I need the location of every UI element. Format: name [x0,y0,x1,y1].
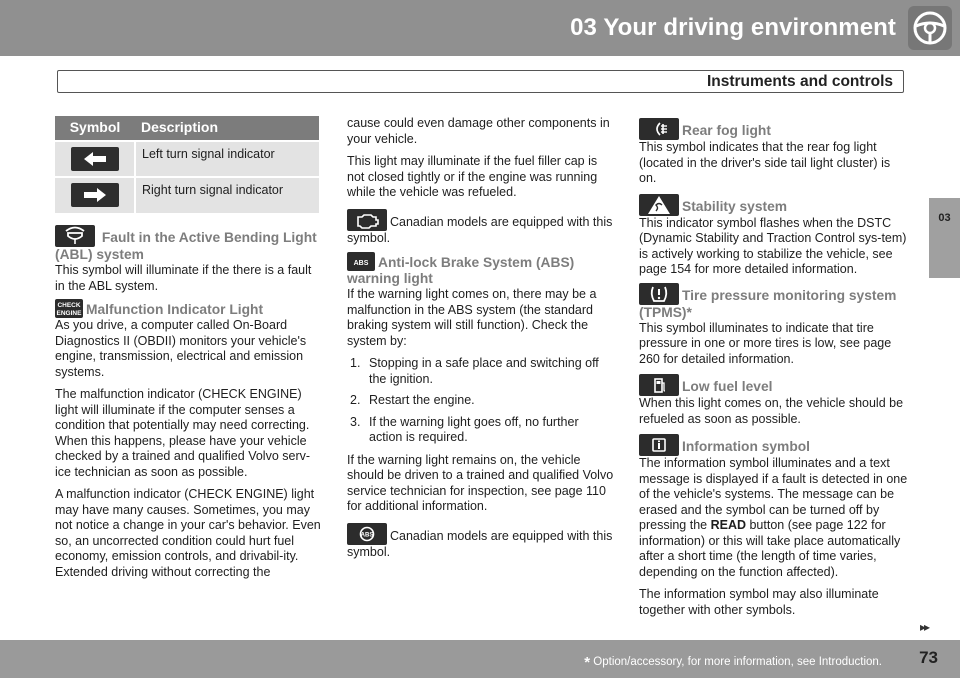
footnote: * Option/accessory, for more information, see Introduction. [584,654,882,671]
canada-note-1 [347,209,615,247]
table-header-row [55,116,319,141]
mil-paragraph-3: A malfunction indicator (CHECK ENGINE) light may have many causes. Sometimes, you may not notice a change in your car's behavior. Even so, an uncorrected condition could hurt fuel economy, emission controls, and drivabil-ity. Extended driving without correcting the [55,487,321,579]
svg-text:ENGINE: ENGINE [56,310,82,317]
fuel-cap-text: This light may illuminate if the fuel filler cap is not closed tightly or if the engine was running while the vehicle was refueled. [347,154,598,199]
brake-warning-icon [347,523,387,545]
headlight-swivel-icon [55,225,95,247]
section-title: Instruments and controls [706,73,893,90]
table-header-description: Description [135,116,319,141]
stability-system-icon [639,194,679,216]
info-text-2: The information symbol may also illuminate together with other symbols. [639,587,879,617]
abl-text: This symbol will illuminate if the there is a fault in the ABL system. [55,263,312,293]
column-1 [55,116,323,587]
abl-heading-line1: Fault in the Active Bending Light [101,230,317,245]
page-number: 73 [919,648,938,667]
continued-text: cause could even damage other components in your vehicle. [347,116,610,146]
left-turn-signal-icon [71,147,119,171]
read-button-label: READ [710,518,746,532]
column-2 [347,116,615,567]
engine-icon [347,209,387,231]
continue-arrows: ▸▸ [920,620,929,634]
tire-pressure-icon [639,283,679,305]
stability-heading [639,194,909,216]
information-icon [639,434,679,456]
list-item: 1. Stopping in a safe place and switching off the ignition. [350,356,599,386]
check-engine-icon [55,299,83,318]
abs-heading-line2: warning light [347,271,433,286]
low-fuel-heading [639,374,909,396]
table-row [55,177,319,213]
stability-heading-text: Stability system [682,198,788,214]
table-cell-description: Right turn signal indicator [135,177,319,213]
table-cell-description: Left turn signal indicator [135,141,319,177]
tpms-heading [639,283,909,321]
table-header-symbol: Symbol [55,116,135,141]
chapter-title: 03 Your driving environment [570,14,896,41]
canada-note-1-text: Canadian models are equipped with this symbol. [347,214,613,245]
tpms-heading-line2: (TPMS)* [639,304,692,320]
list-item: 3. If the warning light goes off, no further action is required. [350,414,579,444]
abs-steps-list [347,356,615,446]
svg-text:ABS: ABS [360,532,374,538]
abs-text: If the warning light comes on, there may be a malfunction in the ABS system (the standard braking system will still function). Check the system by: [347,287,597,348]
low-fuel-text: When this light comes on, the vehicle should be refueled as soon as possible. [639,396,904,426]
fuel-pump-icon [639,374,679,396]
rear-fog-heading-text: Rear fog light [682,123,771,138]
canada-note-2-text: Canadian models are equipped with this symbol. [347,528,613,559]
chapter-tab-label: 03 [938,212,951,224]
rear-fog-heading [639,118,909,140]
column-3 [639,116,909,625]
mil-heading [55,299,323,318]
symbol-table [55,116,319,213]
info-heading [639,434,909,456]
table-row [55,141,319,177]
abs-heading-line1: Anti-lock Brake System (ABS) [378,255,575,270]
mil-paragraph-1: As you drive, a computer called On-Board Diagnostics II (OBDII) monitors your vehicle's engine, transmission, electrical and emission systems. [55,318,307,379]
tpms-heading-line1: Tire pressure monitoring system [682,287,897,303]
mil-paragraph-2: The malfunction indicator (CHECK ENGINE) light will illuminate if the computer senses a condition that potentially may need correcting. When this happens, please have your vehicle checked by a trained and qualified Volvo serv-ice technician as soon as possible. [55,387,311,479]
rear-fog-light-icon [639,118,679,140]
steering-wheel-icon [908,6,952,50]
chapter-tab [929,198,960,278]
stability-text: This indicator symbol flashes when the DSTC (Dynamic Stability and Traction Control sys-tem) is actively working to stabilize the vehicle, see page 154 for more detailed information. [639,215,907,276]
footer-bar [0,640,960,678]
abl-heading [55,225,323,263]
abs-heading [347,252,615,287]
abl-heading-line2: (ABL) system [55,247,144,262]
header-bar [0,0,960,56]
svg-text:CHECK: CHECK [57,302,81,309]
abs-icon [347,252,375,271]
section-header [57,70,904,93]
svg-text:ABS: ABS [353,260,369,267]
canada-note-2 [347,523,615,561]
mil-heading-text: Malfunction Indicator Light [86,302,264,317]
rear-fog-text: This symbol indicates that the rear fog light (located in the driver's side tail light cluster) is on. [639,140,891,185]
info-text: The information symbol illuminates and a text message is displayed if a fault is detected in one of the vehicle's systems. The message can be erased and the symbol can be turned off by pressing the READ button (see page 122 for information) or this will take place automatically after a short time (the length of time varies, depending on the function affected). [639,456,908,579]
low-fuel-heading-text: Low fuel level [682,379,773,394]
tpms-text: This symbol illuminates to indicate that tire pressure in one or more tires is low, see page 260 for detailed information. [639,320,892,366]
info-heading-text: Information symbol [682,439,811,454]
list-item: 2. Restart the engine. [350,393,475,407]
abs-remains-text: If the warning light remains on, the vehicle should be driven to a trained and qualified Volvo service technician for inspection, see page 110 for additional information. [347,452,614,513]
right-turn-signal-icon [71,183,119,207]
